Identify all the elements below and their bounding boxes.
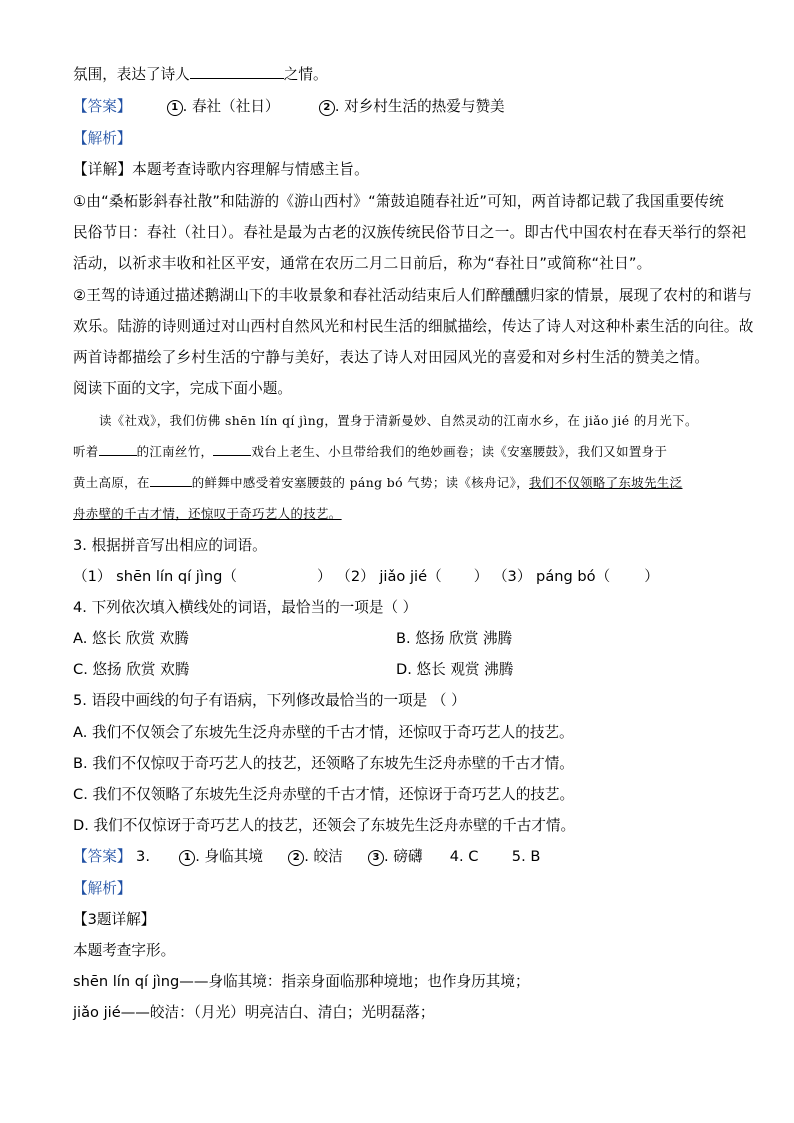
q5-option-a: A. 我们不仅领会了东坡先生泛舟赤壁的千古才情，还惊叹于奇巧艺人的技艺。 [73, 724, 574, 741]
passage-text: 听着 [73, 444, 99, 459]
intro-line [73, 64, 328, 85]
answer-5: 5. B [511, 848, 541, 865]
detail-line-5: ②王驾的诗通过描述鹅湖山下的丰收景象和春社活动结束后人们醉醺醺归家的情景，展现了农村的和谐与 [73, 287, 753, 304]
q4-option-b: B. 悠扬 欣赏 沸腾 [396, 630, 513, 647]
detail-line-3: 民俗节日：春社（社日）。春社是最为古老的汉族传统民俗节日之一。即古代中国农村在春天举行的祭祀 [73, 224, 747, 241]
detail-line-7: 两首诗都描绘了乡村生活的宁静与美好，表达了诗人对田园风光的喜爱和对乡村生活的赞美之情。 [73, 349, 710, 366]
answer-tag: 【答案】 [73, 848, 132, 865]
q4-option-c: C. 悠扬 欣赏 欢腾 [73, 661, 190, 678]
passage-text: 的鲜舞中感受着安塞腰鼓的 páng bó 气势；读《核舟记》， [191, 475, 529, 490]
q4-option-a: A. 悠长 欣赏 欢腾 [73, 630, 189, 647]
passage-text: 的江南丝竹， [136, 444, 214, 459]
question-3-items [73, 567, 659, 587]
passage-text: 黄土高原，在 [73, 475, 150, 490]
q5-option-b: B. 我们不仅惊叹于奇巧艺人的技艺，还领略了东坡先生泛舟赤壁的千古才情。 [73, 755, 574, 772]
question-5-stem: 5. 语段中画线的句子有语病，下列修改最恰当的一项是 （ ） [73, 692, 466, 709]
detail-line-2: ①由“桑柘影斜春社散”和陆游的《游山西村》“箫鼓追随春社近”可知，两首诗都记载了我国重要传统 [73, 193, 724, 210]
q3-item-2-close: ） [473, 568, 489, 585]
underlined-sentence: 我们不仅领略了东坡先生泛 [528, 475, 683, 490]
q3-item-3-close: ） [644, 568, 659, 585]
passage-line-2 [73, 442, 667, 462]
q4-option-d: D. 悠长 观赏 沸腾 [396, 661, 514, 678]
answer-3-1: 身临其境 [204, 848, 263, 865]
fill-blank [99, 444, 137, 456]
fill-blank [213, 444, 251, 456]
answer-3-3: 磅礴 [393, 848, 423, 865]
detail-3-line-2: shēn lín qí jìng——身临其境：指亲身面临那种境地；也作身历其境； [73, 973, 530, 990]
answer-lead: 3. [136, 848, 150, 865]
passage-line-1: 读《社戏》，我们仿佛 shēn lín qí jìng，置身于清新曼妙、自然灵动的江南水乡，在 jiǎo jié 的月光下。 [99, 413, 698, 428]
detail-line-1: 【详解】本题考查诗歌内容理解与情感主旨。 [73, 161, 369, 178]
q3-item-2: （2） jiǎo jié（ [336, 568, 442, 585]
detail-3-line-3: jiǎo jié——皎洁：（月光）明亮洁白、清白；光明磊落； [73, 1004, 435, 1021]
detail-3-line-1: 本题考查字形。 [73, 942, 176, 959]
detail-line-4: 活动，以祈求丰收和社区平安，通常在农历二月二日前后，称为“春社日”或简称“社日”。 [73, 255, 652, 272]
passage-line-3 [73, 473, 682, 493]
answer-2-text: 对乡村生活的热爱与赞美 [344, 98, 505, 115]
reading-instruction: 阅读下面的文字，完成下面小题。 [73, 380, 292, 397]
answer-line-1: 【答案】 1 . 春社（社日） 2 . 对乡村生活的热爱与赞美 [73, 98, 505, 115]
circled-number-1: 1 [167, 100, 183, 116]
analysis-tag-1: 【解析】 [73, 130, 132, 147]
fill-blank [190, 64, 284, 79]
fill-blank [150, 475, 192, 487]
q3-item-3: （3） páng bó（ [492, 568, 611, 585]
analysis-tag-2: 【解析】 [73, 880, 132, 897]
passage-text: 戏台上老生、小旦带给我们的绝妙画卷；读《安塞腰鼓》，我们又如置身于 [251, 444, 668, 459]
detail-3-title: 【3题详解】 [73, 911, 156, 928]
circled-number-1: 1 [179, 850, 195, 866]
circled-number-2: 2 [288, 850, 304, 866]
circled-number-3: 3 [368, 850, 384, 866]
answer-3-2: 皎洁 [313, 848, 343, 865]
answer-line-2: 【答案】 3. 1 . 身临其境 2 . 皎洁 3 . 磅礴 4. C 5. B [73, 848, 541, 865]
intro-text-before: 氛围，表达了诗人 [73, 66, 190, 83]
q5-option-c: C. 我们不仅领略了东坡先生泛舟赤壁的千古才情，还惊讶于奇巧艺人的技艺。 [73, 786, 575, 803]
q3-item-1: （1） shēn lín qí jìng（ [73, 568, 238, 585]
answer-4: 4. C [449, 848, 479, 865]
q5-option-d: D. 我们不仅惊讶于奇巧艺人的技艺，还领会了东坡先生泛舟赤壁的千古才情。 [73, 817, 576, 834]
question-3-stem: 3. 根据拼音写出相应的词语。 [73, 537, 267, 554]
answer-1-text: 春社（社日） [191, 98, 280, 115]
circled-number-2: 2 [319, 100, 335, 116]
passage-line-4: 舟赤壁的千古才情，还惊叹于奇巧艺人的技艺。 [73, 506, 342, 521]
question-4-stem: 4. 下列依次填入横线处的词语，最恰当的一项是（ ） [73, 599, 418, 616]
q3-item-1-close: ） [317, 568, 332, 585]
detail-line-6: 欢乐。陆游的诗则通过对山西村自然风光和村民生活的细腻描绘，传达了诗人对这种朴素生活的向往。故 [73, 318, 754, 335]
answer-tag: 【答案】 [73, 98, 132, 115]
intro-text-after: 之情。 [283, 66, 328, 83]
